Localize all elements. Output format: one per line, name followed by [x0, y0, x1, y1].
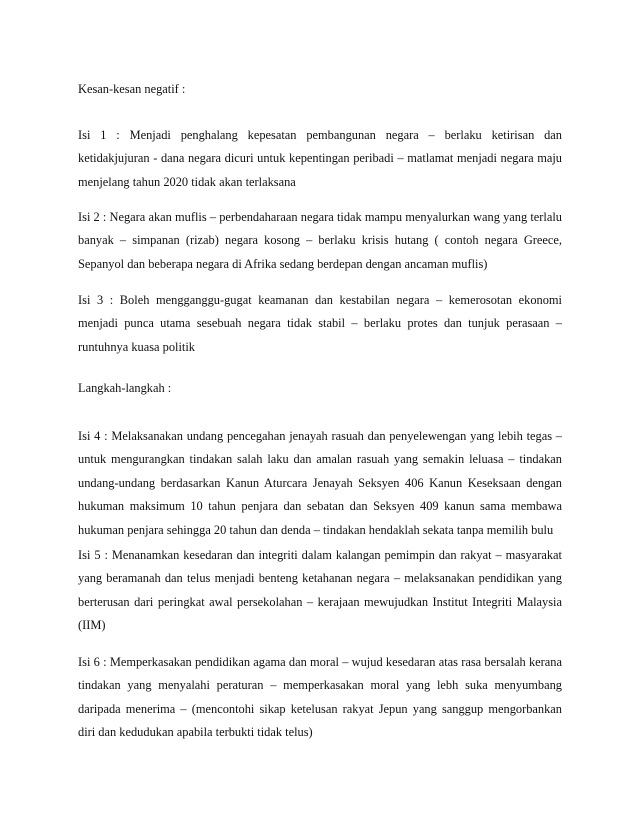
- paragraph-isi-1: [78, 124, 562, 194]
- paragraph-line: hukuman maksimum 10 tahun penjara dan sebatan dan Seksyen 409 kanun sama membawa: [78, 499, 562, 514]
- paragraph-line: yang beramanah dan telus menjadi benteng ketahanan negara – melaksanakan pendidikan yang: [78, 571, 562, 586]
- paragraph-isi-4: [78, 425, 562, 542]
- paragraph-line: Isi 3 : Boleh mengganggu-gugat keamanan dan kestabilan negara – kemerosotan ekonomi: [78, 293, 562, 307]
- paragraph-isi-2: [78, 206, 562, 276]
- paragraph-line: undang-undang berdasarkan Kanun Aturcara Jenayah Seksyen 406 Kanun Keseksaan dengan: [78, 475, 562, 490]
- paragraph-line: runtuhnya kuasa politik: [78, 339, 196, 354]
- paragraph-line: daripada menerima – (mencontohi sikap ketelusan rakyat Jepun yang sanggup mengorbankan: [78, 701, 562, 716]
- paragraph-line: Isi 2 : Negara akan muflis – perbendaharaan negara tidak mampu menyalurkan wang yang terlalu: [78, 210, 562, 224]
- paragraph-line: hukuman penjara sehingga 20 tahun dan denda – tindakan hendaklah sekata tanpa memilih bulu: [78, 522, 554, 537]
- paragraph-isi-3: [78, 289, 562, 359]
- paragraph-line: Sepanyol dan beberapa negara di Afrika sedang berdepan dengan ancaman muflis): [78, 256, 488, 271]
- paragraph-line: Isi 1 : Menjadi penghalang kepesatan pembangunan negara – berlaku ketirisan dan: [78, 128, 562, 142]
- paragraph-line: ketidakjujuran - dana negara dicuri untuk kepentingan peribadi – matlamat menjadi negara maju: [78, 151, 562, 166]
- paragraph-line: Isi 5 : Menanamkan kesedaran dan integriti dalam kalangan pemimpin dan rakyat – masyarakat: [78, 548, 562, 562]
- paragraph-line: menjelang tahun 2020 tidak akan terlaksana: [78, 174, 296, 189]
- paragraph-line: diri dan kedudukan apabila terbukti tidak telus): [78, 725, 313, 740]
- paragraph-line: tindakan yang menyalahi peraturan – memperkasakan moral yang lebh suka menyumbang: [78, 678, 562, 693]
- paragraph-isi-5: [78, 544, 562, 638]
- heading-steps: Langkah-langkah :: [78, 381, 172, 395]
- paragraph-isi-6: [78, 651, 562, 745]
- paragraph-line: untuk mengurangkan tindakan salah laku dan amalan rasuah yang semakin leluasa – tindakan: [78, 452, 562, 467]
- heading-negative-effects: Kesan-kesan negatif :: [78, 82, 186, 96]
- paragraph-line: Isi 4 : Melaksanakan undang pencegahan jenayah rasuah dan penyelewengan yang lebih tegas –: [78, 429, 562, 443]
- paragraph-line: menjadi punca utama sesebuah negara tidak stabil – berlaku protes dan tunjuk perasaan –: [78, 316, 562, 331]
- paragraph-line: banyak – simpanan (rizab) negara kosong – berlaku krisis hutang ( contoh negara Greece,: [78, 233, 562, 248]
- paragraph-line: (IIM): [78, 618, 106, 633]
- paragraph-line: berterusan dari peringkat awal persekolahan – kerajaan mewujudkan Institut Integriti Malaysia: [78, 594, 562, 609]
- paragraph-line: Isi 6 : Memperkasakan pendidikan agama dan moral – wujud kesedaran atas rasa bersalah kerana: [78, 655, 562, 669]
